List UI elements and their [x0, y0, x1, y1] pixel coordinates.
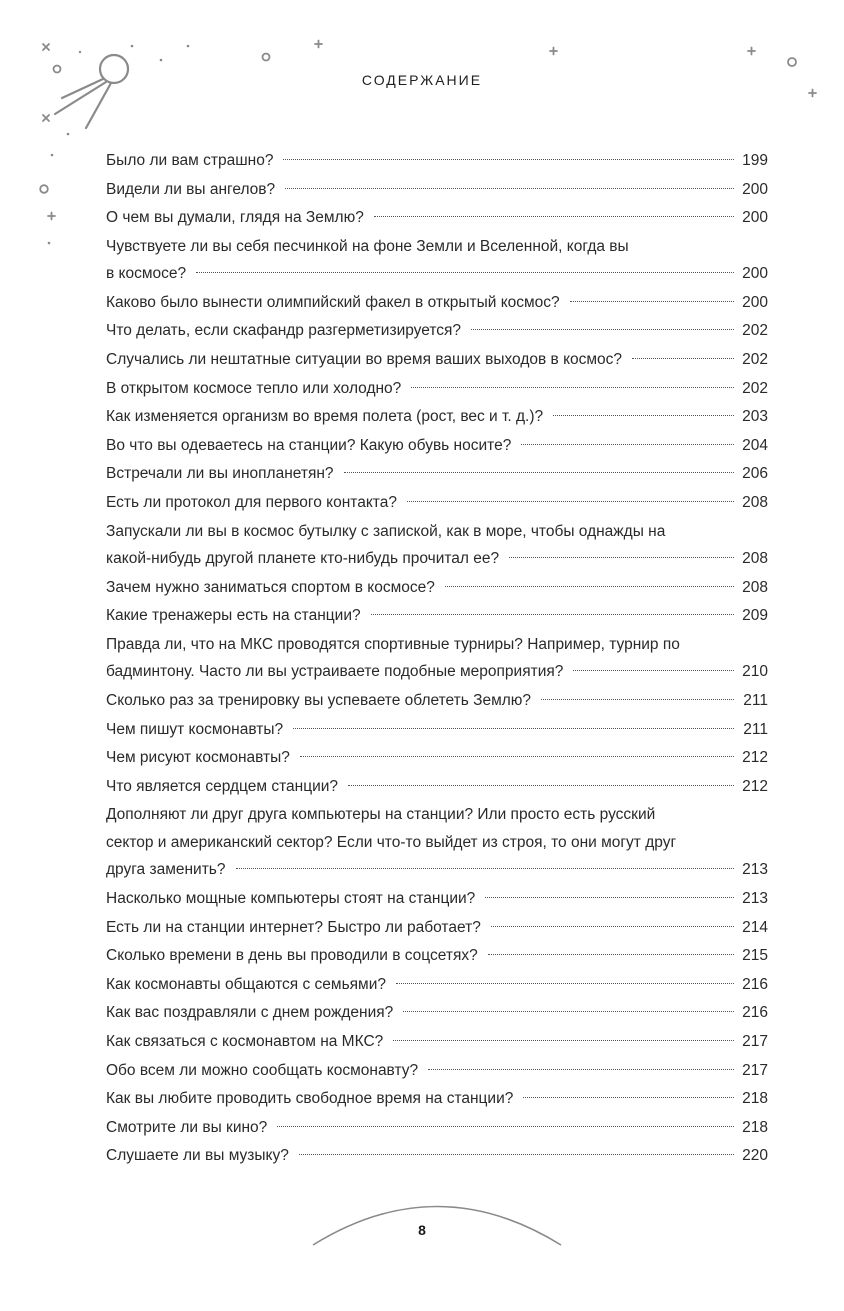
toc-entry-last-line — [106, 773, 768, 801]
dot-leader — [570, 301, 734, 302]
toc-entry-page: 208 — [742, 578, 768, 596]
dot-leader — [293, 728, 734, 729]
toc-entry-page: 211 — [743, 692, 768, 709]
toc-entry — [106, 942, 768, 970]
dot-leader — [236, 868, 735, 869]
toc-entry-title-line: Что является сердцем станции? — [106, 777, 339, 795]
dot-leader — [283, 159, 734, 160]
toc-entry-page: 202 — [742, 351, 768, 369]
page-number: 8 — [418, 1222, 426, 1238]
toc-entry-last-line — [106, 545, 768, 573]
dot-leader — [488, 954, 734, 955]
dot-leader — [485, 897, 734, 898]
toc-entry-title-line: Чем пишут космонавты? — [106, 720, 284, 738]
dot-leader — [300, 756, 734, 757]
toc-entry-page: 200 — [742, 293, 768, 311]
toc-entry-page: 213 — [742, 861, 768, 879]
toc-entry — [106, 602, 768, 630]
dot-leader — [196, 272, 734, 273]
toc-entry-last-line — [106, 999, 768, 1027]
toc-entry — [106, 233, 768, 288]
toc-entry-last-line — [106, 260, 768, 288]
dot-leader — [285, 188, 734, 189]
toc-entry-last-line — [106, 602, 768, 630]
sputnik-icon — [55, 55, 128, 128]
toc-entry-title-line: Было ли вам страшно? — [106, 152, 274, 169]
toc-entry-page: 218 — [742, 1118, 768, 1136]
toc-entry-page: 212 — [742, 749, 768, 767]
toc-entry-title-line: О чем вы думали, глядя на Землю? — [106, 209, 364, 227]
dot-leader — [471, 329, 734, 330]
toc-entry-title-line: Видели ли вы ангелов? — [106, 180, 276, 198]
toc-entry-page: 216 — [742, 975, 768, 993]
toc-entry-last-line — [106, 971, 768, 999]
toc-entry-last-line — [106, 914, 768, 942]
dot-leader — [509, 557, 734, 558]
toc-entry-last-line — [106, 574, 768, 602]
toc-entry-title-line: Сколько времени в день вы проводили в соцсетях? — [106, 947, 478, 965]
toc-entry-page: 212 — [742, 777, 768, 795]
toc-entry-title-line: Чувствуете ли вы себя песчинкой на фоне Земли и Вселенной, когда вы — [106, 237, 629, 255]
toc-entry-title-line: Запускали ли вы в космос бутылку с запиской, как в море, чтобы однажды на — [106, 522, 666, 540]
toc-entry-page: 209 — [742, 607, 768, 625]
toc-entry — [106, 574, 768, 602]
toc-entry-page: 215 — [742, 947, 768, 965]
dot-leader — [428, 1069, 734, 1070]
toc-entry — [106, 289, 768, 317]
toc-entry — [106, 204, 768, 232]
toc-entry-title-line: какой-нибудь другой планете кто-нибудь прочитал ее? — [106, 550, 500, 568]
toc-entry-title-line: Как вы любите проводить свободное время на станции? — [106, 1090, 514, 1108]
dot-leader — [407, 501, 734, 502]
toc-entry-title-line: Правда ли, что на МКС проводятся спортивные турниры? Например, турнир по — [106, 635, 680, 653]
toc-entry — [106, 971, 768, 999]
dot-leader — [491, 926, 734, 927]
toc-entry-title-line: Сколько раз за тренировку вы успеваете облететь Землю? — [106, 692, 532, 709]
dot-leader — [374, 216, 734, 217]
toc-entry-page: 216 — [742, 1004, 768, 1022]
dot-leader — [523, 1097, 734, 1098]
toc-entry-page: 217 — [742, 1032, 768, 1050]
toc-entry-page: 204 — [742, 436, 768, 454]
toc-entry-title-line: сектор и американский сектор? Если что-то выйдет из строя, то они могут друг — [106, 833, 677, 851]
toc-entry-title-line: Что делать, если скафандр разгерметизируется? — [106, 322, 462, 340]
toc-entry-last-line — [106, 489, 768, 517]
toc-entry — [106, 744, 768, 772]
toc-entry — [106, 885, 768, 913]
toc-entry-last-line — [106, 147, 768, 175]
toc-entry-last-line — [106, 942, 768, 970]
toc-entry-title-line: Какие тренажеры есть на станции? — [106, 607, 361, 625]
toc-entry — [106, 1142, 768, 1170]
toc-entry-last-line — [106, 346, 768, 374]
dot-leader — [521, 444, 734, 445]
toc-entry-last-line — [106, 1114, 768, 1142]
toc-entry — [106, 375, 768, 403]
dot-leader — [553, 415, 734, 416]
toc-entry-title-line: в космосе? — [106, 265, 187, 283]
toc-entry-title-line: Встречали ли вы инопланетян? — [106, 465, 334, 483]
toc-entry-last-line — [106, 1085, 768, 1113]
toc-entry-page: 210 — [742, 663, 768, 681]
dot-leader — [393, 1040, 734, 1041]
toc-entry-page: 200 — [742, 180, 768, 198]
toc-entry-last-line — [106, 176, 768, 204]
toc-entry — [106, 1114, 768, 1142]
toc-entry-title-line: Каково было вынести олимпийский факел в открытый космос? — [106, 293, 560, 311]
dot-leader — [277, 1126, 734, 1127]
toc-entry-last-line — [106, 460, 768, 488]
toc-entry — [106, 687, 768, 715]
toc-entry-title-line: Во что вы одеваетесь на станции? Какую обувь носите? — [106, 436, 512, 454]
dot-leader — [396, 983, 734, 984]
toc-entry — [106, 1085, 768, 1113]
toc-entry — [106, 1028, 768, 1056]
toc-entry-title-line: Как вас поздравляли с днем рождения? — [106, 1004, 394, 1022]
toc-entry — [106, 518, 768, 573]
table-of-contents — [106, 147, 768, 1171]
toc-entry-last-line — [106, 403, 768, 431]
toc-entry-last-line — [106, 432, 768, 460]
toc-entry-title-line: Чем рисуют космонавты? — [106, 749, 290, 767]
dot-leader — [632, 358, 734, 359]
toc-entry-last-line — [106, 1028, 768, 1056]
dot-leader — [541, 699, 734, 700]
toc-entry-title-line: Зачем нужно заниматься спортом в космосе? — [106, 578, 435, 596]
toc-entry — [106, 346, 768, 374]
toc-entry-title-line: Как изменяется организм во время полета (рост, вес и т. д.)? — [106, 408, 544, 426]
toc-entry-title-line: Смотрите ли вы кино? — [106, 1118, 268, 1136]
toc-entry — [106, 147, 768, 175]
toc-entry — [106, 403, 768, 431]
toc-entry-last-line — [106, 856, 768, 884]
dot-leader — [344, 472, 734, 473]
toc-entry-last-line — [106, 885, 768, 913]
toc-entry-title-line: Как космонавты общаются с семьями? — [106, 975, 386, 993]
toc-entry-page: 206 — [742, 465, 768, 483]
toc-entry — [106, 801, 768, 884]
toc-entry-title-line: Дополняют ли друг друга компьютеры на станции? Или просто есть русский — [106, 806, 656, 824]
toc-entry-title-line: В открытом космосе тепло или холодно? — [106, 379, 402, 397]
dot-leader — [445, 586, 734, 587]
toc-entry — [106, 432, 768, 460]
toc-entry-last-line — [106, 1057, 768, 1085]
dot-leader — [371, 614, 734, 615]
toc-entry — [106, 716, 768, 744]
toc-entry-last-line — [106, 289, 768, 317]
toc-entry-page: 220 — [742, 1147, 768, 1165]
toc-entry-last-line — [106, 687, 768, 715]
toc-entry-title-line: Есть ли протокол для первого контакта? — [106, 494, 397, 512]
toc-entry — [106, 317, 768, 345]
toc-entry-page: 217 — [742, 1061, 768, 1079]
dot-leader — [573, 670, 734, 671]
toc-entry-last-line — [106, 204, 768, 232]
toc-entry-page: 202 — [742, 379, 768, 397]
toc-entry-title-line: Обо всем ли можно сообщать космонавту? — [106, 1061, 419, 1079]
toc-entry — [106, 999, 768, 1027]
dot-leader — [299, 1154, 734, 1155]
toc-entry — [106, 914, 768, 942]
toc-entry-last-line — [106, 375, 768, 403]
toc-entry-page: 203 — [742, 408, 768, 426]
toc-entry-title-line: Есть ли на станции интернет? Быстро ли работает? — [106, 918, 481, 936]
toc-entry-page: 200 — [742, 265, 768, 283]
toc-entry-last-line — [106, 658, 768, 686]
page-title: СОДЕРЖАНИЕ — [361, 72, 483, 88]
toc-entry-page: 218 — [742, 1090, 768, 1108]
toc-entry-title-line: бадминтону. Часто ли вы устраиваете подобные мероприятия? — [106, 663, 564, 681]
toc-entry-page: 214 — [742, 918, 768, 936]
toc-entry-title-line: друга заменить? — [106, 861, 226, 879]
toc-entry-title-line: Слушаете ли вы музыку? — [106, 1147, 289, 1165]
toc-entry-page: 208 — [742, 494, 768, 512]
toc-entry — [106, 1057, 768, 1085]
toc-entry-last-line — [106, 1142, 768, 1170]
toc-entry — [106, 489, 768, 517]
toc-entry-page: 208 — [742, 550, 768, 568]
toc-entry — [106, 176, 768, 204]
toc-entry-title-line: Как связаться с космонавтом на МКС? — [106, 1032, 384, 1050]
toc-entry-page: 211 — [743, 720, 768, 738]
toc-entry-page: 213 — [742, 889, 768, 907]
toc-entry — [106, 773, 768, 801]
dot-leader — [348, 785, 734, 786]
dot-leader — [411, 387, 734, 388]
toc-entry-last-line — [106, 317, 768, 345]
dot-leader — [403, 1011, 734, 1012]
toc-entry-title-line: Случались ли нештатные ситуации во время ваших выходов в космос? — [106, 351, 623, 369]
toc-entry — [106, 631, 768, 686]
toc-entry-page: 202 — [742, 322, 768, 340]
toc-entry-page: 200 — [742, 209, 768, 227]
toc-entry-last-line — [106, 744, 768, 772]
toc-entry — [106, 460, 768, 488]
toc-entry-title-line: Насколько мощные компьютеры стоят на станции? — [106, 889, 476, 907]
toc-entry-last-line — [106, 716, 768, 744]
toc-entry-page: 199 — [742, 152, 768, 169]
